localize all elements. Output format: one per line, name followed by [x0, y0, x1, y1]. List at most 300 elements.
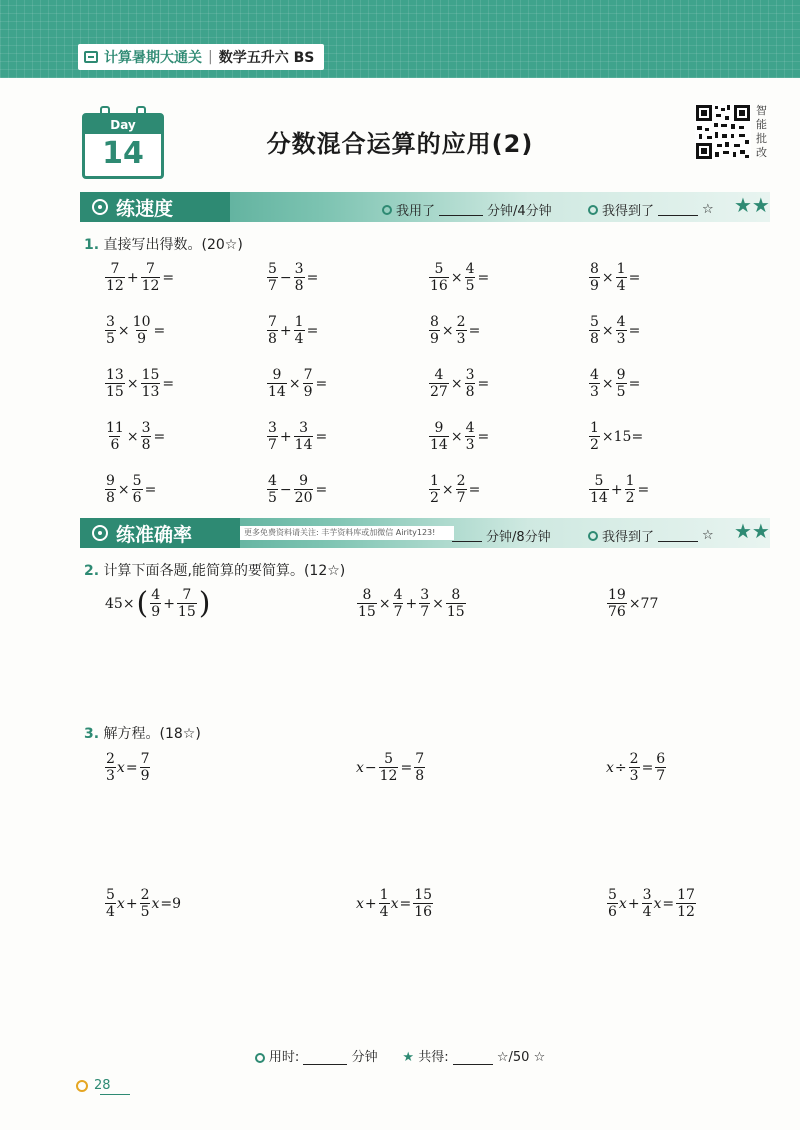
star-icon: ★: [402, 1050, 415, 1065]
operator: ×77: [628, 595, 659, 612]
fraction: [616, 262, 627, 293]
fraction: [446, 588, 466, 619]
q1-expression: [266, 315, 319, 346]
denominator: 7: [420, 604, 430, 620]
denominator: 2: [625, 490, 635, 506]
question3-heading: [84, 723, 201, 743]
numerator: 19: [608, 587, 626, 603]
operator: ×: [378, 595, 391, 612]
numerator: 3: [106, 314, 115, 330]
operator: =: [477, 375, 490, 392]
fraction: [141, 421, 152, 452]
section2-time: [452, 526, 551, 545]
operator: =: [315, 481, 328, 498]
numerator: 3: [465, 367, 475, 383]
variable: x: [356, 895, 364, 912]
operator: =: [400, 759, 413, 776]
denominator: 5: [465, 278, 475, 294]
fraction: [132, 315, 152, 346]
fraction: [589, 262, 600, 293]
operator: =: [637, 481, 650, 498]
operator: −: [279, 269, 292, 286]
fraction: [105, 262, 125, 293]
denominator: 7: [656, 768, 666, 784]
denominator: 5: [616, 384, 626, 400]
numerator: 5: [608, 887, 617, 903]
denominator: 16: [430, 278, 448, 294]
operator: =: [162, 375, 175, 392]
denominator: 12: [106, 278, 124, 294]
denominator: 3: [465, 437, 475, 453]
numerator: 4: [590, 367, 599, 383]
denominator: 16: [414, 904, 433, 920]
numerator: 6: [656, 751, 666, 767]
denominator: 8: [465, 384, 475, 400]
fraction: [625, 474, 636, 505]
fraction: [655, 752, 666, 783]
variable: x: [151, 895, 160, 912]
numerator: 7: [140, 751, 150, 767]
stars-decoration-icon: ★★: [734, 193, 770, 217]
fraction: [676, 888, 696, 919]
day-label: Day: [85, 116, 161, 134]
numerator: 8: [451, 587, 461, 603]
numerator: 7: [303, 367, 313, 383]
footer-star: ☆: [533, 1050, 546, 1065]
denominator: 76: [608, 604, 626, 620]
numerator: 3: [642, 887, 652, 903]
denominator: 15: [177, 604, 196, 620]
operator: ×: [450, 375, 463, 392]
q1-expression: [266, 421, 328, 452]
numerator: 9: [434, 420, 444, 436]
numerator: 15: [141, 367, 160, 383]
q2-expression: [356, 588, 467, 619]
variable: x: [606, 759, 614, 776]
operator: =: [306, 322, 319, 339]
numerator: 4: [268, 473, 277, 489]
section1-header: [80, 192, 230, 222]
numerator: 3: [268, 420, 277, 436]
q3-equation: [606, 752, 667, 783]
fraction: [413, 888, 433, 919]
question2-text: 计算下面各题,能简算的要简算。(12☆): [103, 563, 346, 579]
fraction: [105, 315, 116, 346]
denominator: 15: [446, 604, 465, 620]
variable: x: [653, 895, 662, 912]
star-icon: ☆: [702, 202, 714, 217]
operator: −: [279, 481, 292, 498]
numerator: 11: [106, 420, 124, 436]
operator: =: [662, 895, 675, 912]
fraction: [429, 262, 449, 293]
operator: ×: [450, 269, 463, 286]
operator: ×: [432, 595, 444, 612]
fraction: [294, 315, 305, 346]
numerator: 3: [299, 420, 309, 436]
denominator: 9: [590, 278, 599, 294]
fraction: [267, 421, 278, 452]
operator: −: [364, 759, 377, 776]
footer-total-input[interactable]: [453, 1052, 493, 1065]
q1-expression: [428, 315, 481, 346]
q3-equation: [356, 888, 434, 919]
fraction: [294, 474, 314, 505]
section2-header: [80, 518, 240, 548]
fraction: [393, 588, 404, 619]
numerator: 5: [590, 314, 599, 330]
operator: =: [628, 269, 641, 286]
numerator: 3: [420, 587, 430, 603]
q1-expression: [588, 421, 644, 452]
numerator: 8: [590, 261, 599, 277]
denominator: 9: [303, 384, 313, 400]
clock-icon: [382, 205, 392, 215]
denominator: 27: [430, 384, 448, 400]
series-header: [78, 44, 324, 70]
fraction: [465, 262, 476, 293]
time-input[interactable]: [452, 529, 482, 542]
fraction: [456, 474, 467, 505]
numerator: 5: [384, 751, 394, 767]
numerator: 5: [594, 473, 604, 489]
denominator: 8: [268, 331, 277, 347]
numerator: 7: [268, 314, 277, 330]
denominator: 6: [608, 904, 617, 920]
numerator: 17: [677, 887, 695, 903]
score-input[interactable]: [658, 203, 698, 216]
day-calendar: [82, 113, 164, 179]
numerator: 3: [294, 261, 304, 277]
score-input[interactable]: [658, 529, 698, 542]
denominator: 8: [141, 437, 151, 453]
denominator: 13: [141, 384, 160, 400]
q1-expression: [588, 474, 650, 505]
fraction: [589, 421, 600, 452]
operator: +: [610, 481, 623, 498]
operator: =9: [160, 895, 182, 912]
series-separator: |: [208, 49, 213, 65]
section2-title: 练准确率: [116, 523, 193, 546]
fraction: [140, 888, 151, 919]
operator: ×15=: [601, 428, 644, 445]
numerator: 4: [393, 587, 403, 603]
operator: =: [125, 759, 138, 776]
operator: ×: [441, 481, 454, 498]
operator: =: [468, 481, 481, 498]
operator: ×: [601, 375, 614, 392]
operator: =: [306, 269, 319, 286]
fraction: [429, 474, 440, 505]
check-icon: [588, 531, 598, 541]
operator: +: [364, 895, 377, 912]
variable: x: [116, 759, 125, 776]
numerator: 8: [362, 587, 372, 603]
section1-time: [382, 200, 552, 219]
section2-score: [588, 526, 714, 545]
time-unit: 分钟/4分钟: [487, 204, 552, 219]
fraction: [303, 368, 314, 399]
operator: 45×: [105, 595, 135, 612]
footer-total-label: 共得:: [418, 1050, 449, 1065]
denominator: 4: [379, 904, 389, 920]
clock-icon: [255, 1053, 265, 1063]
fraction: [294, 262, 305, 293]
denominator: 2: [590, 437, 599, 453]
denominator: 2: [430, 490, 439, 506]
parenthesis: ): [198, 585, 211, 621]
denominator: 7: [268, 278, 277, 294]
denominator: 7: [456, 490, 466, 506]
page-number-block: [76, 1078, 111, 1093]
fraction: [141, 262, 161, 293]
fraction: [267, 262, 278, 293]
check-icon: [588, 205, 598, 215]
denominator: 7: [393, 604, 403, 620]
denominator: 3: [629, 768, 639, 784]
page-number-underline: [100, 1094, 130, 1095]
ad-notice: 更多免费资料请关注: 丰芋资料库或加微信 Airity123!: [240, 526, 454, 540]
page-number: 28: [94, 1078, 111, 1093]
denominator: 5: [140, 904, 150, 920]
target-icon: [92, 525, 108, 541]
denominator: 14: [294, 437, 313, 453]
fraction: [589, 474, 609, 505]
operator: +: [279, 322, 292, 339]
numerator: 4: [616, 314, 626, 330]
variable: x: [356, 759, 364, 776]
denominator: 4: [616, 278, 626, 294]
numerator: 7: [182, 587, 192, 603]
fraction: [105, 421, 125, 452]
operator: =: [153, 428, 166, 445]
fraction: [429, 368, 449, 399]
q1-expression: [428, 368, 490, 399]
fraction: [616, 368, 627, 399]
operator: =: [162, 269, 175, 286]
q3-equation: [606, 888, 697, 919]
operator: ×: [117, 322, 130, 339]
numerator: 9: [299, 473, 309, 489]
q1-expression: [428, 474, 481, 505]
numerator: 3: [141, 420, 151, 436]
operator: ÷: [614, 759, 627, 776]
fraction: [150, 588, 161, 619]
denominator: 8: [294, 278, 304, 294]
q1-expression: [104, 368, 175, 399]
fraction: [357, 588, 377, 619]
qr-label: 智能批改: [756, 104, 767, 159]
variable: x: [618, 895, 627, 912]
numerator: 9: [272, 367, 282, 383]
operator: ×: [117, 481, 130, 498]
operator: ×: [288, 375, 301, 392]
footer: [0, 1046, 800, 1065]
variable: x: [116, 895, 125, 912]
operator: ×: [126, 428, 139, 445]
fraction: [267, 474, 278, 505]
fraction: [132, 474, 143, 505]
denominator: 3: [106, 768, 115, 784]
star-icon: ☆: [702, 528, 714, 543]
fraction: [105, 368, 125, 399]
operator: +: [126, 269, 139, 286]
footer-time-input[interactable]: [303, 1052, 347, 1065]
denominator: 12: [141, 278, 160, 294]
q1-expression: [104, 315, 166, 346]
denominator: 12: [677, 904, 695, 920]
fraction: [465, 421, 476, 452]
question3-number: 3.: [84, 726, 100, 742]
fraction: [465, 368, 476, 399]
fraction: [419, 588, 430, 619]
q1-expression: [266, 262, 319, 293]
numerator: 4: [465, 420, 475, 436]
numerator: 7: [146, 261, 155, 277]
numerator: 8: [430, 314, 439, 330]
denominator: 5: [268, 490, 277, 506]
numerator: 4: [151, 587, 161, 603]
operator: +: [405, 595, 418, 612]
numerator: 7: [110, 261, 120, 277]
operator: =: [628, 322, 641, 339]
denominator: 3: [616, 331, 626, 347]
fraction: [267, 315, 278, 346]
numerator: 1: [616, 261, 626, 277]
day-number: 14: [102, 136, 144, 171]
q1-expression: [266, 474, 328, 505]
page-title: 分数混合运算的应用(2): [266, 130, 534, 158]
fraction: [456, 315, 467, 346]
operator: ×: [126, 375, 139, 392]
fraction: [141, 368, 161, 399]
denominator: 5: [106, 331, 115, 347]
q3-equation: [356, 752, 426, 783]
q2-expression: [104, 585, 211, 621]
fraction: [414, 752, 425, 783]
numerator: 2: [456, 473, 466, 489]
fraction: [616, 315, 627, 346]
fraction: [379, 752, 399, 783]
operator: =: [144, 481, 157, 498]
footer-time-label: 用时:: [268, 1050, 300, 1065]
denominator: 3: [590, 384, 599, 400]
fraction: [429, 315, 440, 346]
time-input[interactable]: [439, 203, 483, 216]
denominator: 6: [132, 490, 142, 506]
qr-code-icon[interactable]: [695, 104, 751, 160]
question2-heading: [84, 560, 345, 580]
fraction: [105, 888, 116, 919]
operator: ×: [450, 428, 463, 445]
operator: +: [125, 895, 138, 912]
fraction: [589, 315, 600, 346]
question2-number: 2.: [84, 563, 100, 579]
numerator: 1: [430, 473, 439, 489]
fraction: [177, 588, 197, 619]
denominator: 7: [268, 437, 277, 453]
numerator: 4: [465, 261, 475, 277]
numerator: 15: [414, 887, 433, 903]
numerator: 2: [140, 887, 150, 903]
denominator: 4: [294, 331, 304, 347]
section1-score: [588, 200, 714, 219]
series-title: 计算暑期大通关: [104, 50, 202, 66]
q1-expression: [588, 315, 641, 346]
operator: =: [468, 322, 481, 339]
numerator: 2: [456, 314, 466, 330]
denominator: 9: [430, 331, 439, 347]
numerator: 1: [294, 314, 304, 330]
denominator: 4: [642, 904, 652, 920]
q3-equation: [104, 752, 151, 783]
denominator: 3: [456, 331, 466, 347]
got-label: 我得到了: [602, 530, 655, 545]
operator: ×: [601, 269, 614, 286]
operator: +: [163, 595, 175, 612]
denominator: 14: [430, 437, 448, 453]
q3-equation: [104, 888, 182, 919]
operator: =: [315, 428, 328, 445]
denominator: 9: [151, 604, 161, 620]
stopwatch-icon: [92, 199, 108, 215]
fraction: [429, 421, 449, 452]
fraction: [629, 752, 640, 783]
footer-total-unit: ☆/50: [496, 1050, 530, 1065]
denominator: 6: [110, 437, 120, 453]
denominator: 4: [106, 904, 115, 920]
q1-expression: [104, 474, 157, 505]
numerator: 2: [629, 751, 639, 767]
numerator: 5: [434, 261, 444, 277]
operator: ×: [441, 322, 454, 339]
parenthesis: (: [136, 585, 149, 621]
operator: =: [477, 269, 490, 286]
footer-time-unit: 分钟: [351, 1050, 378, 1065]
operator: =: [399, 895, 412, 912]
q1-expression: [428, 262, 490, 293]
fraction: [294, 421, 314, 452]
section1-title: 练速度: [116, 197, 174, 220]
numerator: 10: [132, 314, 151, 330]
denominator: 15: [358, 604, 376, 620]
used-label: 我用了: [396, 204, 436, 219]
q1-expression: [428, 421, 490, 452]
grade-label: 数学五升六 BS: [218, 50, 315, 66]
question1-text: 直接写出得数。(20☆): [103, 237, 243, 253]
q2-expression: [606, 588, 659, 619]
q1-expression: [104, 421, 166, 452]
q1-expression: [104, 262, 175, 293]
operator: =: [477, 428, 490, 445]
denominator: 14: [268, 384, 286, 400]
numerator: 5: [106, 887, 115, 903]
denominator: 15: [106, 384, 124, 400]
fraction: [140, 752, 151, 783]
stars-decoration-icon: ★★: [734, 519, 770, 543]
fraction: [642, 888, 653, 919]
numerator: 4: [434, 367, 444, 383]
denominator: 8: [590, 331, 599, 347]
operator: +: [627, 895, 640, 912]
numerator: 13: [106, 367, 124, 383]
denominator: 12: [379, 768, 398, 784]
denominator: 20: [294, 490, 313, 506]
numerator: 5: [132, 473, 142, 489]
fraction: [105, 752, 116, 783]
numerator: 1: [379, 887, 389, 903]
operator: =: [315, 375, 328, 392]
